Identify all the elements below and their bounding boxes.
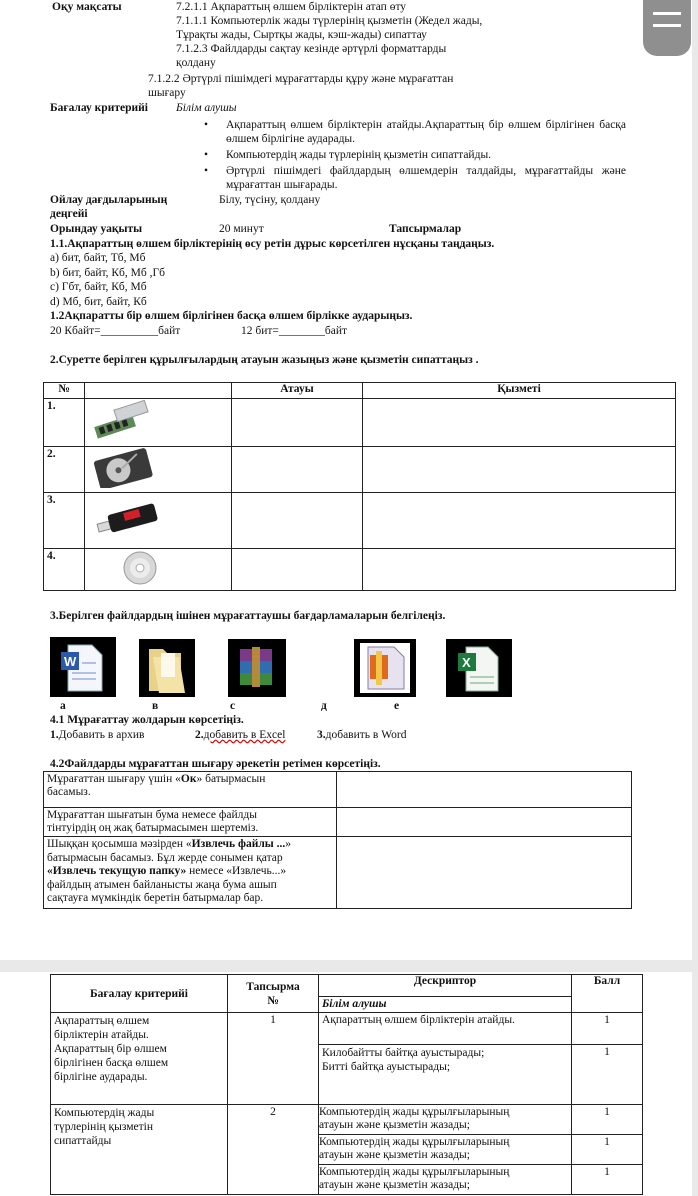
q41-option: 2.добавить в Excel — [195, 729, 286, 741]
table-row — [44, 837, 632, 909]
q42-title: 4.2Файлдарды мұрағаттан шығару әрекетін ретімен көрсетіңіз. — [50, 758, 381, 770]
table-row — [44, 549, 676, 591]
row-number: 3. — [44, 493, 85, 549]
descriptor-cell: Компьютердің жады құрылғыларының атауын және қызметін жазады; — [319, 1135, 572, 1165]
word-file-icon[interactable] — [50, 637, 116, 697]
thinking-label-2: деңгейі — [50, 208, 88, 220]
file-letter: е — [394, 700, 400, 712]
criteria-item: • Компьютердің жады түрлерінің қызметін сипаттайды. — [226, 148, 626, 162]
step-cell: Шыққан қосымша мәзірден «Извлечь файлы ...» батырмасын басамыз. Бұл жерде сонымен қатар «Извлечь текущую папку» немесе «Извлечь...» файлдың атымен байланысты жаңа бума ашып сақтауға мүмкіндік беретін батырмалар бар. — [44, 837, 337, 909]
q41-option: 1.Добавить в архив — [50, 729, 145, 741]
col-number: № — [44, 383, 85, 399]
who-subheader: Білім алушы — [319, 997, 572, 1013]
score-header: Балл — [572, 975, 643, 1013]
descriptor-cell: Ақпараттың өлшем бірліктерін атайды. — [319, 1013, 572, 1045]
table-row — [51, 1105, 643, 1135]
task-number: 2 — [228, 1105, 319, 1195]
hard-drive-icon — [88, 448, 158, 488]
task-number: 1 — [228, 1013, 319, 1105]
q12-right: 12 бит=________байт — [241, 325, 348, 337]
score-cell: 1 — [572, 1013, 643, 1045]
file-letter: д — [321, 700, 327, 712]
q11-option: d) Мб, бит, байт, Кб — [50, 296, 147, 308]
file-letter: с — [230, 700, 236, 712]
q12-left: 20 Кбайт=__________байт — [50, 325, 181, 337]
criteria-label: Бағалау критерийі — [50, 102, 148, 114]
goal-line: 7.1.2.2 Әртүрлі пішімдегі мұрағаттарды құру және мұрағаттан — [148, 73, 454, 85]
function-cell[interactable] — [363, 549, 676, 591]
goal-line: 7.1.2.3 Файлдарды сақтау кезінде әртүрлі форматтарды — [176, 43, 447, 55]
goal-line: 7.2.1.1 Ақпараттың өлшем бірліктерін атап өту — [176, 1, 407, 13]
q12-title: 1.2Ақпаратты бір өлшем бірлігінен басқа өлшем бірлікке аударыңыз. — [50, 310, 413, 322]
descriptor-cell: Компьютердің жады құрылғыларының атауын және қызметін жазады; — [319, 1165, 572, 1195]
tasks-label: Тапсырмалар — [389, 223, 462, 235]
ram-image-cell — [85, 399, 232, 447]
cd-image-cell — [85, 549, 232, 591]
name-cell[interactable] — [232, 493, 363, 549]
q11-option: c) Гбт, байт, Кб, Мб — [50, 281, 147, 293]
q11-option: a) бит, байт, Тб, Мб — [50, 252, 146, 264]
table-row — [44, 399, 676, 447]
folder-icon[interactable] — [139, 639, 195, 697]
ram-module-icon — [88, 400, 158, 440]
score-cell: 1 — [572, 1105, 643, 1135]
score-cell: 1 — [572, 1045, 643, 1105]
goal-line: шығару — [148, 87, 186, 99]
task-header: Тапсырма № — [228, 975, 319, 1013]
svg-text:X: X — [462, 655, 471, 670]
criteria-item: • Әртүрлі пішімдегі файлдардың өлшемдерін талдайды, мұрағаттайды және мұрағаттан шығарады. — [226, 164, 626, 192]
row-number: 2. — [44, 447, 85, 493]
goal-line: 7.1.1.1 Компьютерлік жады түрлерінің қызметін (Жедел жады, — [176, 15, 483, 27]
usb-flash-icon — [88, 494, 168, 538]
table-row — [44, 808, 632, 837]
goal-line: Тұрақты жады, Сыртқы жады, кэш-жады) сипаттау — [176, 29, 427, 41]
assessment-table — [50, 974, 643, 1195]
thinking-label: Ойлау дағдыларының — [50, 194, 168, 206]
function-cell[interactable] — [363, 447, 676, 493]
devices-table — [43, 382, 676, 591]
winrar-icon[interactable] — [228, 639, 286, 697]
usb-image-cell — [85, 493, 232, 549]
table-row — [44, 447, 676, 493]
q41-title: 4.1 Мұрағаттау жолдарын көрсетіңіз. — [50, 714, 244, 726]
time-value: 20 минут — [219, 223, 264, 235]
table-row — [51, 1013, 643, 1045]
row-number: 4. — [44, 549, 85, 591]
menu-icon[interactable] — [643, 0, 691, 56]
time-label: Орындау уақыты — [50, 223, 143, 235]
descriptor-cell: Килобайтты байтқа ауыстырады; Битті байтқа ауыстырады; — [319, 1045, 572, 1105]
zip-archive-icon[interactable] — [354, 639, 416, 697]
criteria-cell: Ақпараттың өлшем бірліктерін атайды. Ақпараттың бір өлшем бірлігінен басқа өлшем бірлігіне аударады. — [51, 1013, 228, 1105]
function-cell[interactable] — [363, 493, 676, 549]
table-row — [44, 493, 676, 549]
criteria-cell: Компьютердің жады түрлерінің қызметін сипаттайды — [51, 1105, 228, 1195]
col-function: Қызметі — [363, 383, 676, 399]
hdd-image-cell — [85, 447, 232, 493]
q11-title: 1.1.Ақпараттың өлшем бірліктерінің өсу ретін дұрыс көрсетілген нұсқаны таңдаңыз. — [50, 238, 495, 250]
name-cell[interactable] — [232, 447, 363, 493]
order-cell[interactable] — [337, 837, 632, 909]
thinking-value: Білу, түсіну, қолдану — [219, 194, 321, 206]
svg-text:W: W — [64, 654, 77, 669]
score-cell: 1 — [572, 1165, 643, 1195]
table-row — [44, 772, 632, 808]
criteria-who: Білім алушы — [176, 102, 237, 114]
descriptor-header: Дескриптор — [319, 975, 572, 997]
extract-steps-table — [43, 771, 632, 909]
step-cell: Мұрағаттан шығару үшін «Ок» батырмасын басамыз. — [44, 772, 337, 808]
q41-option: 3.добавить в Word — [317, 729, 407, 741]
criteria-item: • Ақпараттың өлшем бірліктерін атайды.Ақпараттың бір өлшем бірлігінен басқа өлшем бірлігіне аударады. — [226, 118, 626, 146]
q11-option: b) бит, байт, Кб, Мб ,Гб — [50, 267, 165, 279]
criteria-header: Бағалау критерийі — [51, 975, 228, 1013]
file-letter: в — [152, 700, 159, 712]
score-cell: 1 — [572, 1135, 643, 1165]
order-cell[interactable] — [337, 808, 632, 837]
cd-disc-icon — [88, 550, 158, 586]
row-number: 1. — [44, 399, 85, 447]
q2-title: 2.Суретте берілген құрылғылардың атауын жазыңыз және қызметін сипаттаңыз . — [50, 354, 479, 366]
name-cell[interactable] — [232, 549, 363, 591]
order-cell[interactable] — [337, 772, 632, 808]
excel-file-icon[interactable] — [446, 639, 512, 697]
goals-label: Оқу мақсаты — [52, 1, 122, 13]
descriptor-cell: Компьютердің жады құрылғыларының атауын және қызметін жазады; — [319, 1105, 572, 1135]
name-cell[interactable] — [232, 399, 363, 447]
function-cell[interactable] — [363, 399, 676, 447]
q3-title: 3.Берілген файлдардың ішінен мұрағаттаушы бағдарламаларын белгілеңіз. — [50, 610, 446, 622]
document-page-2 — [0, 972, 692, 1196]
step-cell: Мұрағаттан шығатын бума немесе файлды тінтуірдің оң жақ батырмасымен шертеміз. — [44, 808, 337, 837]
goal-line: қолдану — [176, 57, 216, 69]
col-name: Атауы — [232, 383, 363, 399]
file-letter: а — [60, 700, 66, 712]
